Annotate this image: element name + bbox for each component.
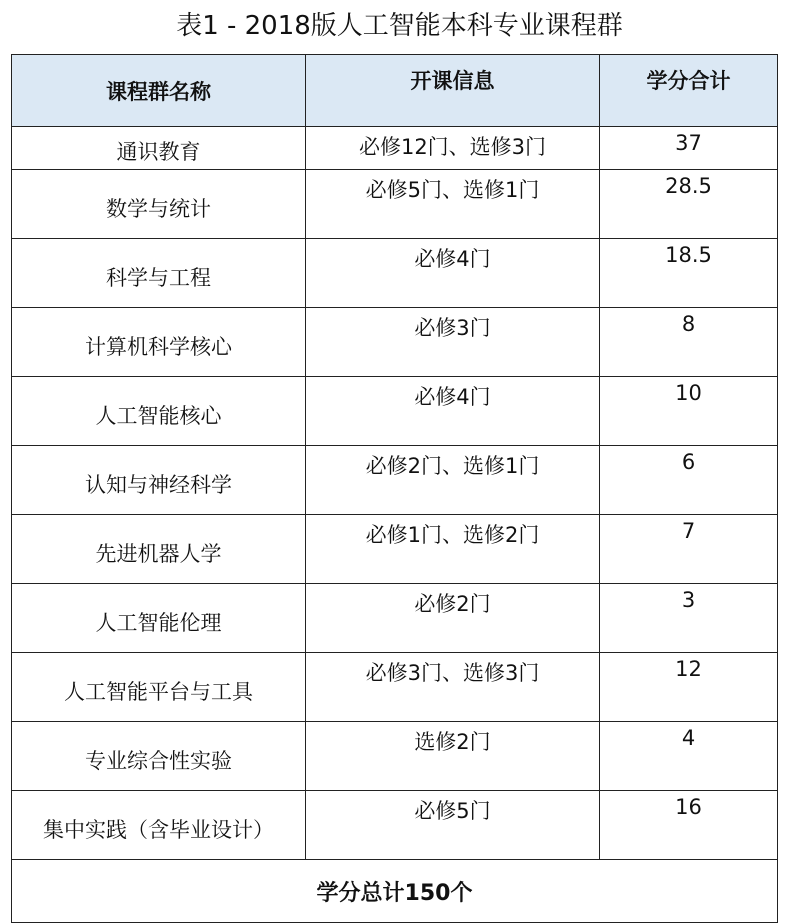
table-row — [12, 308, 778, 377]
course-info-cell: 必修2门 — [306, 584, 600, 653]
course-group-name-cell: 人工智能平台与工具 — [12, 653, 306, 722]
table-row — [12, 515, 778, 584]
table-row — [12, 127, 778, 170]
course-group-name-cell: 先进机器人学 — [12, 515, 306, 584]
course-group-name-cell: 科学与工程 — [12, 239, 306, 308]
course-group-name-cell: 通识教育 — [12, 127, 306, 170]
course-info-cell: 选修2门 — [306, 722, 600, 791]
credit-cell: 18.5 — [600, 239, 778, 308]
header-row — [12, 55, 778, 127]
table-row — [12, 446, 778, 515]
course-info-cell: 必修12门、选修3门 — [306, 127, 600, 170]
course-info-cell: 必修4门 — [306, 377, 600, 446]
table-row — [12, 239, 778, 308]
course-group-name-cell: 计算机科学核心 — [12, 308, 306, 377]
table-row — [12, 584, 778, 653]
credit-cell: 4 — [600, 722, 778, 791]
course-info-cell: 必修4门 — [306, 239, 600, 308]
table-row — [12, 377, 778, 446]
course-info-cell: 必修1门、选修2门 — [306, 515, 600, 584]
course-info-cell: 必修2门、选修1门 — [306, 446, 600, 515]
course-group-table — [11, 54, 778, 923]
course-info-cell: 必修5门 — [306, 791, 600, 860]
credit-grand-total: 学分总计150个 — [12, 860, 778, 923]
course-group-name-cell: 人工智能核心 — [12, 377, 306, 446]
course-group-name-cell: 数学与统计 — [12, 170, 306, 239]
credit-cell: 7 — [600, 515, 778, 584]
credit-cell: 28.5 — [600, 170, 778, 239]
total-row — [12, 860, 778, 923]
table-title: 表1 - 2018版人工智能本科专业课程群 — [176, 11, 623, 41]
credit-cell: 3 — [600, 584, 778, 653]
header-credit-total: 学分合计 — [600, 55, 778, 127]
header-course-group-name: 课程群名称 — [12, 55, 306, 127]
table-row — [12, 170, 778, 239]
credit-cell: 37 — [600, 127, 778, 170]
credit-cell: 16 — [600, 791, 778, 860]
course-info-cell: 必修3门、选修3门 — [306, 653, 600, 722]
credit-cell: 6 — [600, 446, 778, 515]
table-row — [12, 722, 778, 791]
table-row — [12, 791, 778, 860]
header-course-info: 开课信息 — [306, 55, 600, 127]
credit-cell: 12 — [600, 653, 778, 722]
course-group-name-cell: 人工智能伦理 — [12, 584, 306, 653]
table-row — [12, 653, 778, 722]
course-info-cell: 必修3门 — [306, 308, 600, 377]
credit-cell: 10 — [600, 377, 778, 446]
course-group-name-cell: 认知与神经科学 — [12, 446, 306, 515]
course-info-cell: 必修5门、选修1门 — [306, 170, 600, 239]
course-group-name-cell: 专业综合性实验 — [12, 722, 306, 791]
credit-cell: 8 — [600, 308, 778, 377]
course-group-name-cell: 集中实践（含毕业设计） — [12, 791, 306, 860]
